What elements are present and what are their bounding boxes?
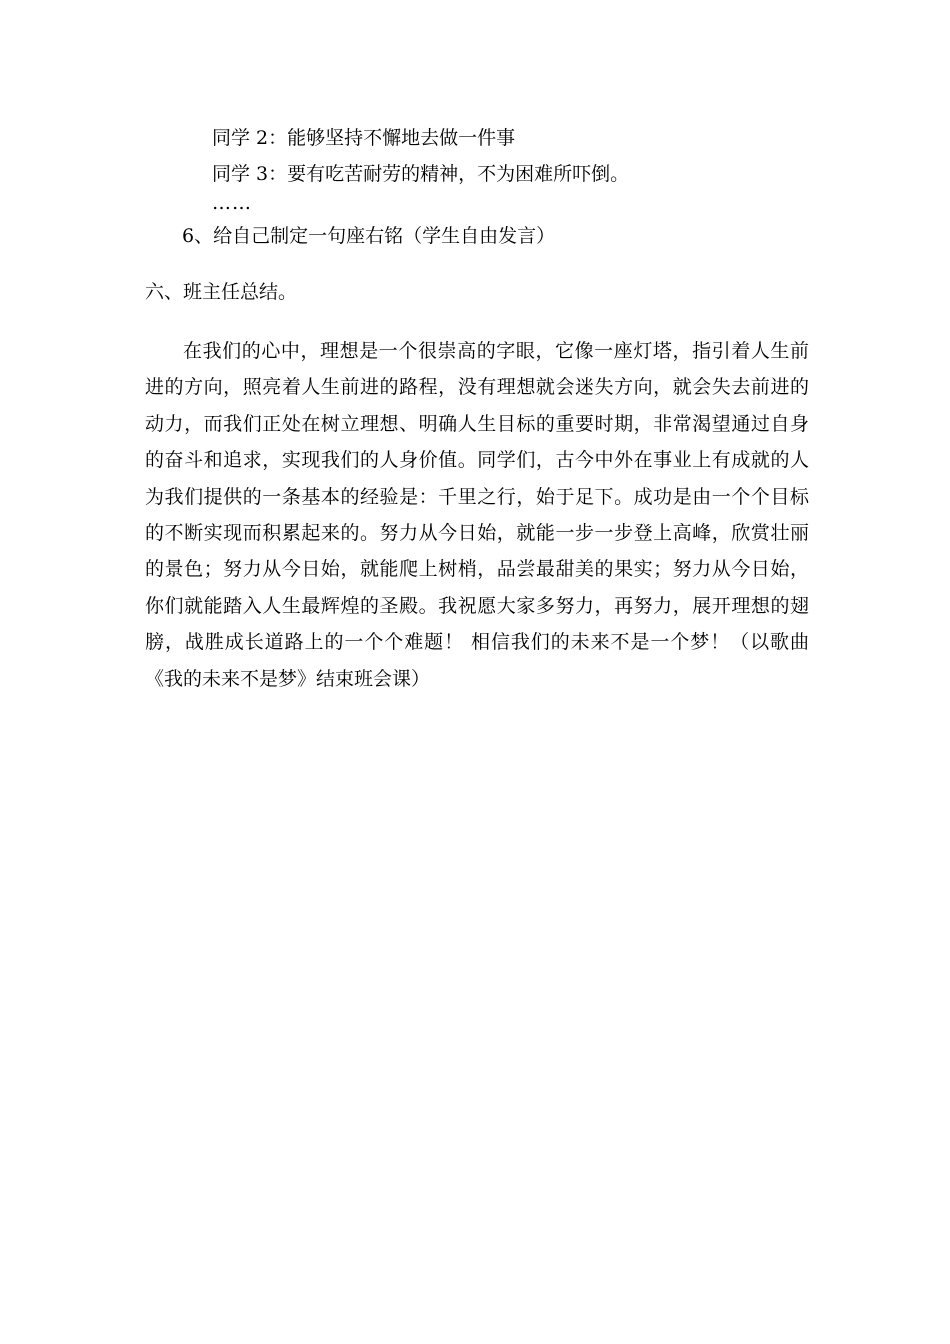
summary-paragraph: 在我们的心中，理想是一个很崇高的字眼，它像一座灯塔，指引着人生前进的方向，照亮着人生前进的路程，没有理想就会迷失方向，就会失去前进的动力，而我们正处在树立理想、明确人生目标的重要时期，非常渴望通过自身的奋斗和追求，实现我们的人身价值。同学们，古今中外在事业上有成就的人为我们提供的一条基本的经验是：千里之行，始于足下。成功是由一个个目标的不断实现而积累起来的。努力从今日始，就能一步一步登上高峰，欣赏壮丽的景色；努力从今日始，就能爬上树梢，品尝最甜美的果实；努力从今日始，你们就能踏入人生最辉煌的圣殿。我祝愿大家多努力，再努力，展开理想的翅膀，战胜成长道路上的一个个难题！ 相信我们的未来不是一个梦！（以歌曲《我的未来不是梦》结束班会课） bbox=[145, 340, 809, 690]
section-6-heading: 六、班主任总结。 bbox=[145, 281, 298, 303]
student-3-answer: 同学 3：要有吃苦耐劳的精神，不为困难所吓倒。 bbox=[212, 163, 630, 185]
student-2-answer: 同学 2：能够坚持不懈地去做一件事 bbox=[212, 127, 516, 149]
item-6-motto: 6、给自己制定一句座右铭（学生自由发言） bbox=[182, 225, 556, 247]
ellipsis: …… bbox=[212, 192, 252, 214]
